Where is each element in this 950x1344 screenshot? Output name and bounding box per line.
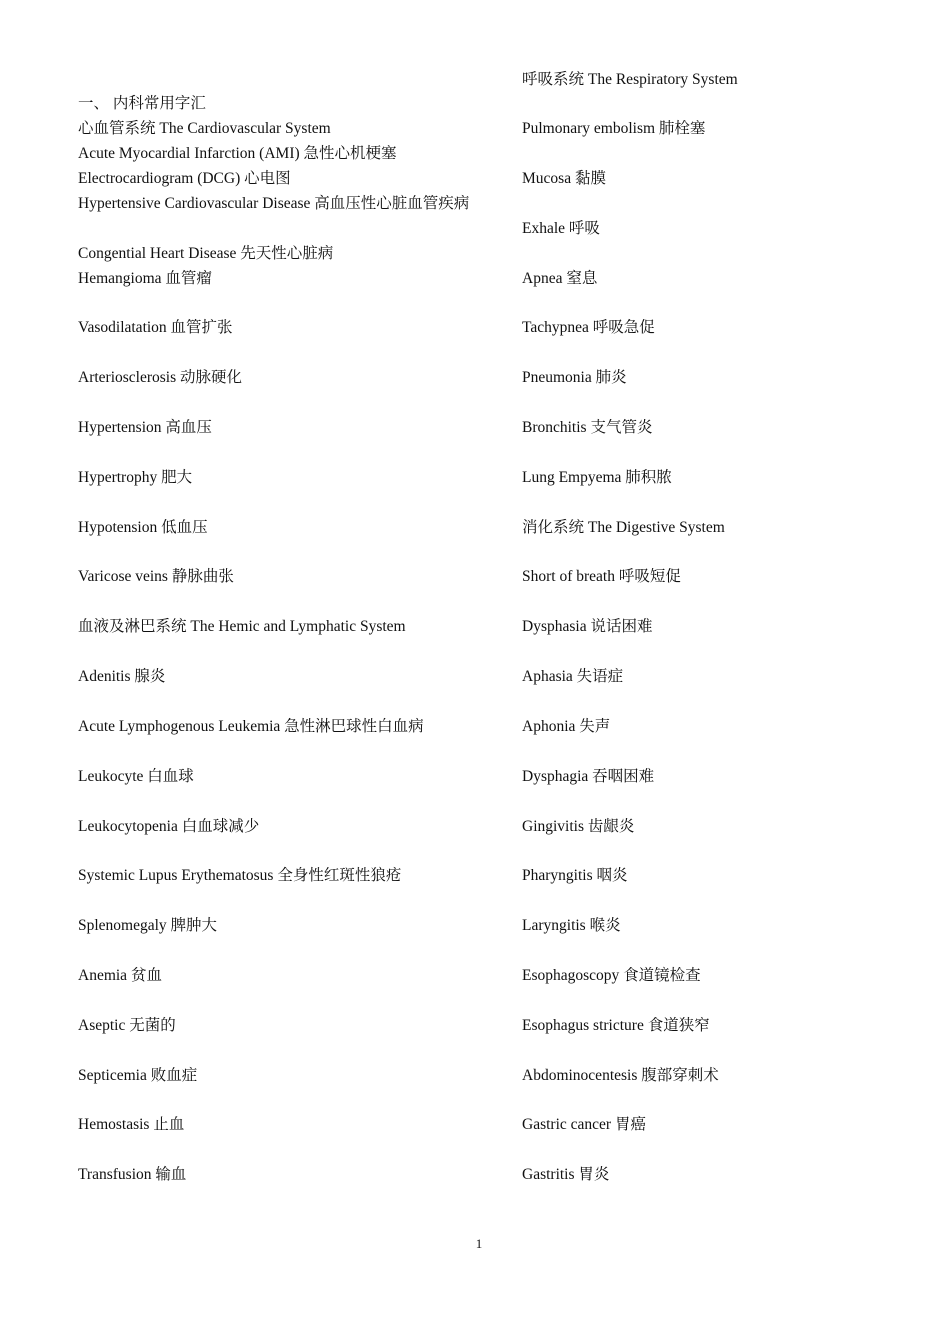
term-entry: Adenitis 腺炎 [78,668,166,685]
term-entry: Bronchitis 支气管炎 [522,419,653,436]
term-entry: Esophagus stricture 食道狭窄 [522,1017,710,1034]
term-entry: Varicose veins 静脉曲张 [78,568,234,585]
term-entry: Hemostasis 止血 [78,1116,185,1133]
term-entry: Splenomegaly 脾肿大 [78,917,218,934]
term-entry: Acute Lymphogenous Leukemia 急性淋巴球性白血病 [78,718,424,735]
term-entry: Laryngitis 喉炎 [522,917,621,934]
cardiovascular-heading: 心血管系统 The Cardiovascular System [78,120,331,137]
term-entry: Esophagoscopy 食道镜检查 [522,967,701,984]
term-entry: Pharyngitis 咽炎 [522,867,628,884]
term-entry: Systemic Lupus Erythematosus 全身性红斑性狼疮 [78,867,402,884]
term-entry: Hemangioma 血管瘤 [78,270,212,287]
term-entry: Hypertensive Cardiovascular Disease 高血压性心脏血管疾病 [78,195,470,212]
term-entry: Tachypnea 呼吸急促 [522,319,655,336]
term-entry: Anemia 贫血 [78,967,162,984]
term-entry: Aseptic 无菌的 [78,1017,176,1034]
term-entry: Hypotension 低血压 [78,519,208,536]
term-entry: Aphonia 失声 [522,718,611,735]
term-entry: Gastric cancer 胃癌 [522,1116,646,1133]
term-entry: Septicemia 败血症 [78,1067,198,1084]
section-heading: 一、 内科常用字汇 [78,95,206,112]
term-entry: Electrocardiogram (DCG) 心电图 [78,170,291,187]
term-entry: Leukocyte 白血球 [78,768,194,785]
respiratory-heading: 呼吸系统 The Respiratory System [522,71,738,88]
term-entry: Acute Myocardial Infarction (AMI) 急性心机梗塞 [78,145,397,162]
hemic-lymphatic-heading: 血液及淋巴系统 The Hemic and Lymphatic System [78,618,406,635]
digestive-heading: 消化系统 The Digestive System [522,519,725,536]
term-entry: Gastritis 胃炎 [522,1166,610,1183]
term-entry: Arteriosclerosis 动脉硬化 [78,369,243,386]
term-entry: Abdominocentesis 腹部穿刺术 [522,1067,719,1084]
term-entry: Vasodilatation 血管扩张 [78,319,233,336]
term-entry: Dysphasia 说话困难 [522,618,653,635]
term-entry: Aphasia 失语症 [522,668,624,685]
term-entry: Exhale 呼吸 [522,220,600,237]
page-number: 1 [475,1236,483,1251]
term-entry: Short of breath 呼吸短促 [522,568,681,585]
term-entry: Leukocytopenia 白血球减少 [78,818,260,835]
term-entry: Lung Empyema 肺积脓 [522,469,672,486]
term-entry: Mucosa 黏膜 [522,170,606,187]
term-entry: Dysphagia 吞咽困难 [522,768,655,785]
term-entry: Gingivitis 齿龈炎 [522,818,635,835]
term-entry: Pulmonary embolism 肺栓塞 [522,120,706,137]
term-entry: Congential Heart Disease 先天性心脏病 [78,245,334,262]
term-entry: Hypertension 高血压 [78,419,212,436]
term-entry: Apnea 窒息 [522,270,598,287]
term-entry: Transfusion 输血 [78,1166,187,1183]
term-entry: Hypertrophy 肥大 [78,469,193,486]
term-entry: Pneumonia 肺炎 [522,369,627,386]
